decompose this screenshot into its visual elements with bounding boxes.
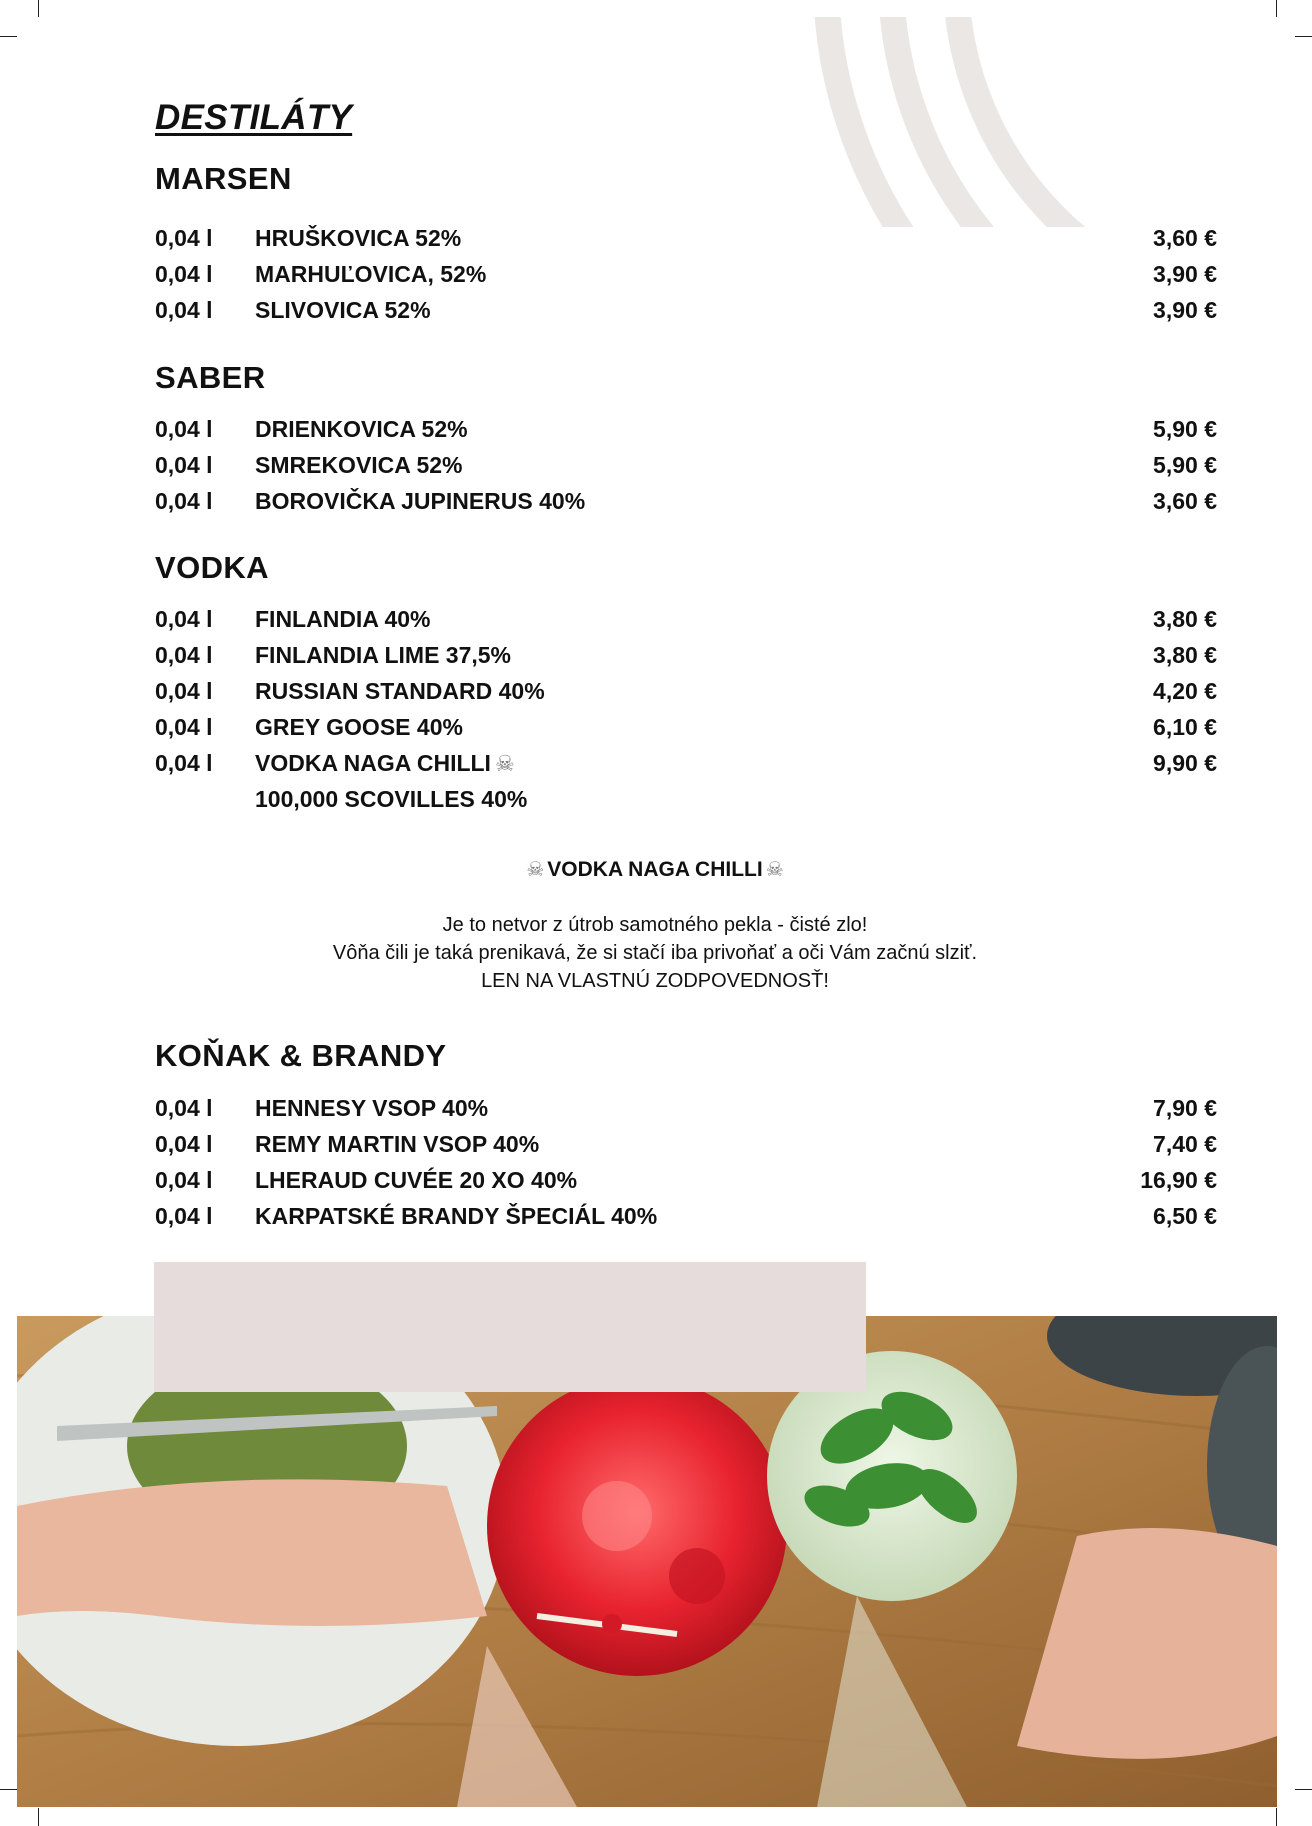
section-title-konak-brandy: KOŇAK & BRANDY bbox=[155, 1038, 447, 1073]
item-price: 6,50 € bbox=[1153, 1203, 1217, 1229]
item-volume: 0,04 l bbox=[155, 297, 213, 323]
item-price: 5,90 € bbox=[1153, 452, 1217, 478]
item-price: 3,80 € bbox=[1153, 606, 1217, 632]
crop-mark bbox=[0, 1789, 17, 1790]
menu-item bbox=[155, 1131, 1217, 1167]
crop-mark bbox=[0, 36, 17, 37]
item-price: 3,60 € bbox=[1153, 488, 1217, 514]
item-volume: 0,04 l bbox=[155, 416, 213, 442]
skull-crossbones-icon: ☠ bbox=[526, 859, 545, 881]
item-name: HRUŠKOVICA 52% bbox=[255, 225, 462, 251]
item-volume: 0,04 l bbox=[155, 1095, 213, 1121]
item-volume: 0,04 l bbox=[155, 488, 213, 514]
item-price: 3,90 € bbox=[1153, 297, 1217, 323]
item-name: SMREKOVICA 52% bbox=[255, 452, 463, 478]
item-name: RUSSIAN STANDARD 40% bbox=[255, 678, 545, 704]
item-volume: 0,04 l bbox=[155, 1167, 213, 1193]
note-line: Vôňa čili je taká prenikavá, že si stačí iba privoňať a oči Vám začnú slziť. bbox=[332, 942, 978, 964]
item-volume: 0,04 l bbox=[155, 714, 213, 740]
item-name-text: VODKA NAGA CHILLI bbox=[255, 750, 491, 776]
menu-item bbox=[155, 261, 1217, 297]
item-price: 7,90 € bbox=[1153, 1095, 1217, 1121]
page-title: DESTILÁTY bbox=[155, 98, 353, 137]
menu-item bbox=[155, 714, 1217, 750]
crop-mark bbox=[1295, 1789, 1312, 1790]
item-volume: 0,04 l bbox=[155, 261, 213, 287]
decorative-arcs bbox=[800, 17, 1296, 227]
menu-item bbox=[155, 416, 1217, 452]
crop-mark bbox=[1295, 36, 1312, 37]
menu-item bbox=[155, 1167, 1217, 1203]
section-title-vodka: VODKA bbox=[155, 550, 269, 585]
menu-item bbox=[155, 225, 1217, 261]
item-name bbox=[255, 750, 515, 777]
skull-crossbones-icon: ☠ bbox=[765, 859, 784, 881]
item-name: MARHUĽOVICA, 52% bbox=[255, 261, 487, 287]
item-price: 6,10 € bbox=[1153, 714, 1217, 740]
note-title-text: VODKA NAGA CHILLI bbox=[547, 858, 763, 881]
item-price: 3,90 € bbox=[1153, 261, 1217, 287]
item-name: REMY MARTIN VSOP 40% bbox=[255, 1131, 540, 1157]
item-price: 3,80 € bbox=[1153, 642, 1217, 668]
item-price: 5,90 € bbox=[1153, 416, 1217, 442]
crop-mark bbox=[1276, 0, 1277, 17]
item-name: DRIENKOVICA 52% bbox=[255, 416, 468, 442]
item-name: GREY GOOSE 40% bbox=[255, 714, 463, 740]
item-name: FINLANDIA LIME 37,5% bbox=[255, 642, 512, 668]
menu-item bbox=[155, 452, 1217, 488]
item-volume: 0,04 l bbox=[155, 642, 213, 668]
item-price: 9,90 € bbox=[1153, 750, 1217, 776]
crop-mark bbox=[38, 1808, 39, 1826]
item-name: HENNESY VSOP 40% bbox=[255, 1095, 489, 1121]
item-volume: 0,04 l bbox=[155, 1131, 213, 1157]
item-price: 7,40 € bbox=[1153, 1131, 1217, 1157]
item-name: BOROVIČKA JUPINERUS 40% bbox=[255, 488, 586, 514]
menu-item bbox=[155, 642, 1217, 678]
skull-crossbones-icon: ☠ bbox=[494, 751, 515, 776]
note-line: Je to netvor z útrob samotného pekla - čisté zlo! bbox=[442, 914, 868, 936]
item-name: FINLANDIA 40% bbox=[255, 606, 431, 632]
item-price: 16,90 € bbox=[1140, 1167, 1217, 1193]
section-title-saber: SABER bbox=[155, 360, 266, 395]
menu-item bbox=[155, 488, 1217, 524]
section-title-marsen: MARSEN bbox=[155, 161, 292, 196]
note-title bbox=[155, 857, 1155, 882]
menu-item bbox=[155, 606, 1217, 642]
menu-item bbox=[155, 750, 1217, 786]
menu-item bbox=[155, 1095, 1217, 1131]
item-subline: 100,000 SCOVILLES 40% bbox=[255, 786, 528, 812]
item-name: SLIVOVICA 52% bbox=[255, 297, 431, 323]
menu-item bbox=[155, 678, 1217, 714]
banner-box bbox=[154, 1262, 866, 1392]
menu-item bbox=[155, 1203, 1217, 1239]
item-name: LHERAUD CUVÉE 20 XO 40% bbox=[255, 1167, 578, 1193]
item-volume: 0,04 l bbox=[155, 225, 213, 251]
item-volume: 0,04 l bbox=[155, 606, 213, 632]
item-price: 3,60 € bbox=[1153, 225, 1217, 251]
item-volume: 0,04 l bbox=[155, 678, 213, 704]
item-volume: 0,04 l bbox=[155, 1203, 213, 1229]
crop-mark bbox=[38, 0, 39, 17]
note-line: LEN NA VLASTNÚ ZODPOVEDNOSŤ! bbox=[481, 970, 829, 992]
item-price: 4,20 € bbox=[1153, 678, 1217, 704]
menu-item bbox=[155, 297, 1217, 333]
item-name: KARPATSKÉ BRANDY ŠPECIÁL 40% bbox=[255, 1203, 658, 1229]
item-volume: 0,04 l bbox=[155, 452, 213, 478]
crop-mark bbox=[1276, 1808, 1277, 1826]
item-volume: 0,04 l bbox=[155, 750, 213, 776]
